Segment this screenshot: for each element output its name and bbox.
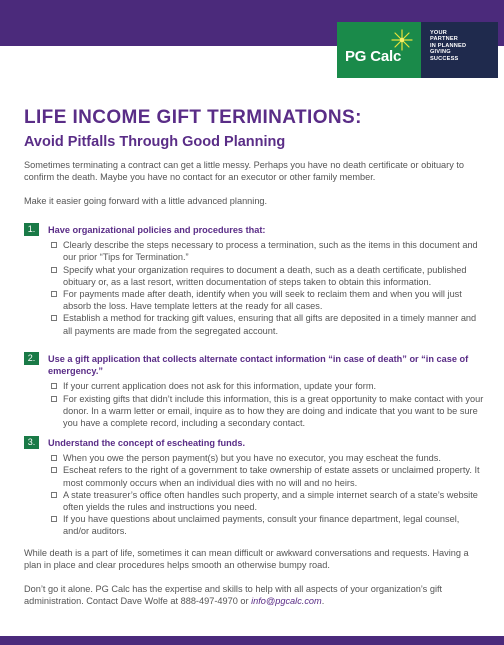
section-list [51, 380, 486, 429]
section-number-badge: 2. [24, 352, 39, 365]
section-list [51, 239, 486, 337]
list-item-text: For payments made after death, identify when you will seek to reclaim them and when you will just absorb the loss. Have template letters at the ready for all cases. [63, 289, 462, 312]
list-item [51, 513, 486, 537]
list-item [51, 312, 486, 336]
intro-paragraph: Sometimes terminating a contract can get a little messy. Perhaps you have no death certificate or obituary to confirm the death. Maybe you have no contact for an executor or other family member. [24, 160, 465, 183]
list-item-text: Specify what your organization requires to document a death, such as a death certificate, published obituary or, as a last resort, written documentation of steps taken to obtain this information. [63, 264, 467, 287]
section-heading: Use a gift application that collects alternate contact information “in case of death” or “in case of emergency.” [48, 354, 469, 377]
logo-tagline-line: PARTNER [430, 36, 459, 43]
list-item-text: Establish a method for tracking gift values, ensuring that all gifts are deposited in a timely manner and all payments are made from the segregated account. [63, 313, 477, 336]
logo-tagline-line: YOUR [430, 30, 447, 36]
logo-tagline-panel [421, 22, 498, 78]
logo-tagline-line: SUCCESS [430, 55, 459, 62]
list-item [51, 264, 486, 288]
section-header [24, 224, 486, 236]
page-subtitle: Avoid Pitfalls Through Good Planning [24, 134, 286, 150]
section-heading: Understand the concept of escheating funds. [48, 438, 246, 448]
list-item-text: For existing gifts that didn’t include this information, this is a great opportunity to make contact with your donor. In a warm letter or email, inquire as to how they are doing and indicate that you want to be sure you have a complete record, including a secondary contact. [63, 393, 484, 429]
section-header [24, 437, 486, 449]
contact-end: . [321, 596, 325, 607]
logo-tagline-line: GIVING [430, 49, 451, 56]
checkbox-bullet-icon [51, 291, 57, 297]
email-link[interactable]: info@pgcalc.com [251, 596, 322, 607]
list-item-text: If you have questions about unclaimed payments, consult your finance department, legal counsel, and/or auditors. [63, 514, 460, 537]
list-item [51, 489, 486, 513]
section-heading: Have organizational policies and procedures that: [48, 225, 266, 235]
logo-brand-text: PG Calc [345, 48, 402, 65]
list-item [51, 464, 486, 488]
checkbox-bullet-icon [51, 383, 57, 389]
section-number-badge: 1. [24, 223, 39, 236]
list-item [51, 452, 486, 464]
logo-tagline-line: IN PLANNED [430, 42, 467, 49]
checkbox-bullet-icon [51, 242, 57, 248]
checkbox-bullet-icon [51, 315, 57, 321]
checkbox-bullet-icon [51, 516, 57, 522]
page-title: LIFE INCOME GIFT TERMINATIONS: [24, 107, 362, 128]
checkbox-bullet-icon [51, 467, 57, 473]
section-number-badge: 3. [24, 436, 39, 449]
footer-bar [0, 636, 504, 645]
list-item-text: When you owe the person payment(s) but you have no executor, you may escheat the funds. [63, 453, 441, 464]
section-gift-application [24, 353, 486, 429]
section-list [51, 452, 486, 537]
closing-paragraph: While death is a part of life, sometimes it can mean difficult or awkward conversations and requests. Having a plan in place and clear procedures helps smooth an otherwise bumpy road. [24, 548, 469, 571]
logo-green-panel [337, 22, 421, 78]
checkbox-bullet-icon [51, 396, 57, 402]
checkbox-bullet-icon [51, 455, 57, 461]
list-item-text: Escheat refers to the right of a government to take ownership of estate assets or unclaimed property. It most commonly occurs when an individual dies with no will and no heirs. [63, 465, 480, 488]
list-item-text: A state treasurer’s office often handles such property, and a simple internet search of a state’s website often yields the rules and instructions you need. [63, 489, 478, 513]
contact-text: Don’t go it alone. PG Calc has the expertise and skills to help with all aspects of your organization’s gift administration. Contact Dave Wolfe at 888-497-4970 or [24, 584, 443, 607]
list-item [51, 239, 486, 263]
checkbox-bullet-icon [51, 492, 57, 498]
lead-paragraph: Make it easier going forward with a little advanced planning. [24, 196, 268, 206]
list-item-text: If your current application does not ask for this information, update your form. [63, 381, 377, 392]
section-policies [24, 224, 486, 337]
checkbox-bullet-icon [51, 267, 57, 273]
list-item-text: Clearly describe the steps necessary to process a termination, such as the items in this document and our prior “Tips for Termination.” [63, 240, 478, 263]
contact-paragraph [24, 583, 486, 607]
pg-calc-logo [337, 22, 498, 78]
section-escheating [24, 437, 486, 538]
section-header [24, 353, 486, 377]
list-item [51, 288, 486, 312]
list-item [51, 393, 486, 430]
list-item [51, 380, 486, 392]
